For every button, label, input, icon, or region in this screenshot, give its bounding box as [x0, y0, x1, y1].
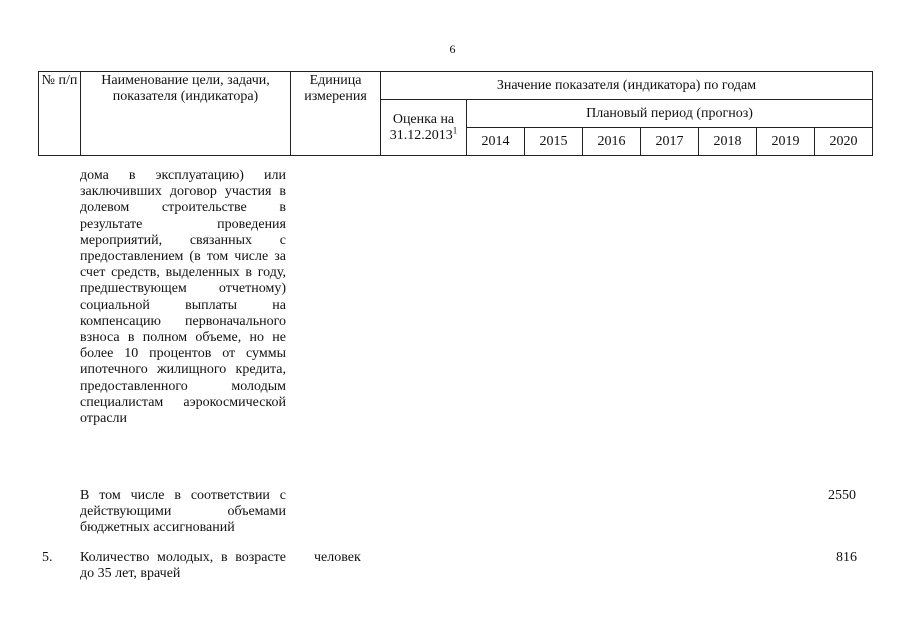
row-value-2020: 2550 [828, 488, 856, 503]
header-estimate-label: Оценка на 31.12.2013 [389, 111, 455, 143]
row-value-2020: 816 [836, 550, 857, 565]
header-year: 2020 [815, 128, 873, 156]
header-year: 2016 [583, 128, 641, 156]
header-year: 2018 [699, 128, 757, 156]
header-estimate [381, 100, 467, 156]
page-number: 6 [449, 42, 456, 56]
row-name: Количество молодых, в возрасте до 35 лет, врачей [80, 550, 286, 582]
row-unit: человек [314, 550, 361, 565]
header-name: Наименование цели, задачи, показателя (индикатора) [81, 72, 291, 156]
header-values-by-year: Значение показателя (индикатора) по годам [381, 72, 873, 100]
header-year: 2017 [641, 128, 699, 156]
header-year: 2014 [467, 128, 525, 156]
header-year: 2019 [757, 128, 815, 156]
continued-indicator-name: дома в эксплуатацию) или заключивших договор участия в долевом строительстве в результате проведения мероприятий, связанных с предоставлением (в том числе за счет средств, выделенных в году, предшествующем отчетному) социальной выплаты на компенсацию первоначального взноса в полном объеме, но не более 10 процентов от суммы ипотечного жилищного кредита, предоставленного молодым специалистам аэрокосмической отрасли [80, 168, 286, 427]
row-name: В том числе в соответствии с действующими объемами бюджетных ассигнований [80, 488, 286, 536]
header-year: 2015 [525, 128, 583, 156]
header-plan-period: Плановый период (прогноз) [467, 100, 873, 128]
header-number: № п/п [39, 72, 81, 156]
header-unit: Единица измерения [291, 72, 381, 156]
header-estimate-footnote: 1 [452, 124, 458, 135]
row-number: 5. [42, 550, 53, 565]
indicator-table-header [38, 71, 873, 156]
